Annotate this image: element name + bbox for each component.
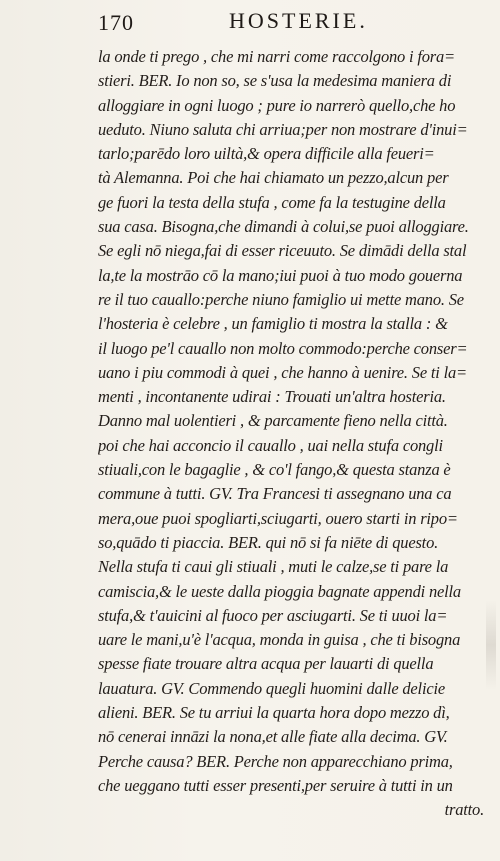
show-through-stain — [486, 600, 496, 690]
text-line: camiscia,& le ueste dalla pioggia bagnate appendi nella — [98, 581, 461, 601]
text-line: spesse fiate trouare altra acqua per lauarti di quella — [98, 654, 434, 674]
text-line: tà Alemanna. Poi che hai chiamato un pezzo,alcun per — [98, 168, 449, 188]
text-line: Perche causa? BER. Perche non apparecchiano prima, — [98, 751, 453, 771]
text-line: la,te la mostrāo cō la mano;iui puoi à tuo modo gouerna — [98, 265, 463, 285]
text-line: tratto. — [444, 800, 484, 820]
text-line: stieri. BER. Io non so, se s'usa la medesima maniera di — [98, 71, 452, 91]
text-line: lauatura. GV. Commendo quegli huomini dalle delicie — [98, 678, 445, 698]
text-line: ge fuori la testa della stufa , come fa la testugine della — [98, 192, 446, 212]
text-line: alieni. BER. Se tu arriui la quarta hora dopo mezzo dì, — [98, 703, 450, 723]
text-line: mera,oue puoi spogliarti,sciugarti, ouero starti in ripo= — [98, 508, 458, 528]
text-line: stiuali,con le bagaglie , & co'l fango,& questa stanza è — [98, 460, 451, 480]
text-line: che ueggano tutti esser presenti,per seruire à tutti in un — [98, 775, 453, 795]
text-line: alloggiare in ogni luogo ; pure io narrerò quello,che ho — [98, 95, 456, 115]
text-line: sua casa. Bisogna,che dimandi à colui,se puoi alloggiare. — [98, 217, 469, 237]
text-line: poi che hai acconcio il cauallo , uai nella stufa congli — [98, 435, 443, 455]
text-line: so,quādo ti piaccia. BER. qui nō si fa niēte di questo. — [98, 532, 439, 552]
body-text — [98, 45, 484, 823]
text-line: nō cenerai innāzi la nona,et alle fiate alla decima. GV. — [98, 727, 448, 747]
text-line: Danno mal uolentieri , & parcamente fieno nella città. — [98, 411, 448, 431]
text-line: commune à tutti. GV. Tra Francesi ti assegnano una ca — [98, 484, 452, 504]
text-line: uare le mani,u'è l'acqua, monda in guisa , che ti bisogna — [98, 630, 461, 650]
text-line: re il tuo cauallo:perche niuno famiglio ui mette mano. Se — [98, 289, 464, 309]
text-line: uano i piu commodi à quei , che hanno à uenire. Se ti la= — [98, 362, 467, 382]
text-line: ueduto. Niuno saluta chi arriua;per non mostrare d'inui= — [98, 119, 468, 139]
text-line: Nella stufa ti caui gli stiuali , muti le calze,se ti pare la — [98, 557, 449, 577]
page-number: 170 — [98, 10, 134, 35]
page-header — [98, 8, 482, 38]
text-line: menti , incontanente udirai : Trouati un'altra hosteria. — [98, 387, 446, 407]
text-line: Se egli nō niega,fai di esser riceuuto. Se dimādi della stal — [98, 241, 467, 261]
text-line: stufa,& t'auicini al fuoco per asciugarti. Se ti uuoi la= — [98, 605, 448, 625]
text-line: tarlo;parēdo loro uiltà,& opera difficile alla feueri= — [98, 144, 435, 164]
text-line: la onde ti prego , che mi narri come raccolgono i fora= — [98, 47, 455, 66]
running-head: HOSTERIE. — [229, 8, 368, 33]
text-line: il luogo pe'l cauallo non molto commodo:perche conser= — [98, 338, 468, 358]
text-line: l'hosteria è celebre , un famiglio ti mostra la stalla : & — [98, 314, 448, 334]
